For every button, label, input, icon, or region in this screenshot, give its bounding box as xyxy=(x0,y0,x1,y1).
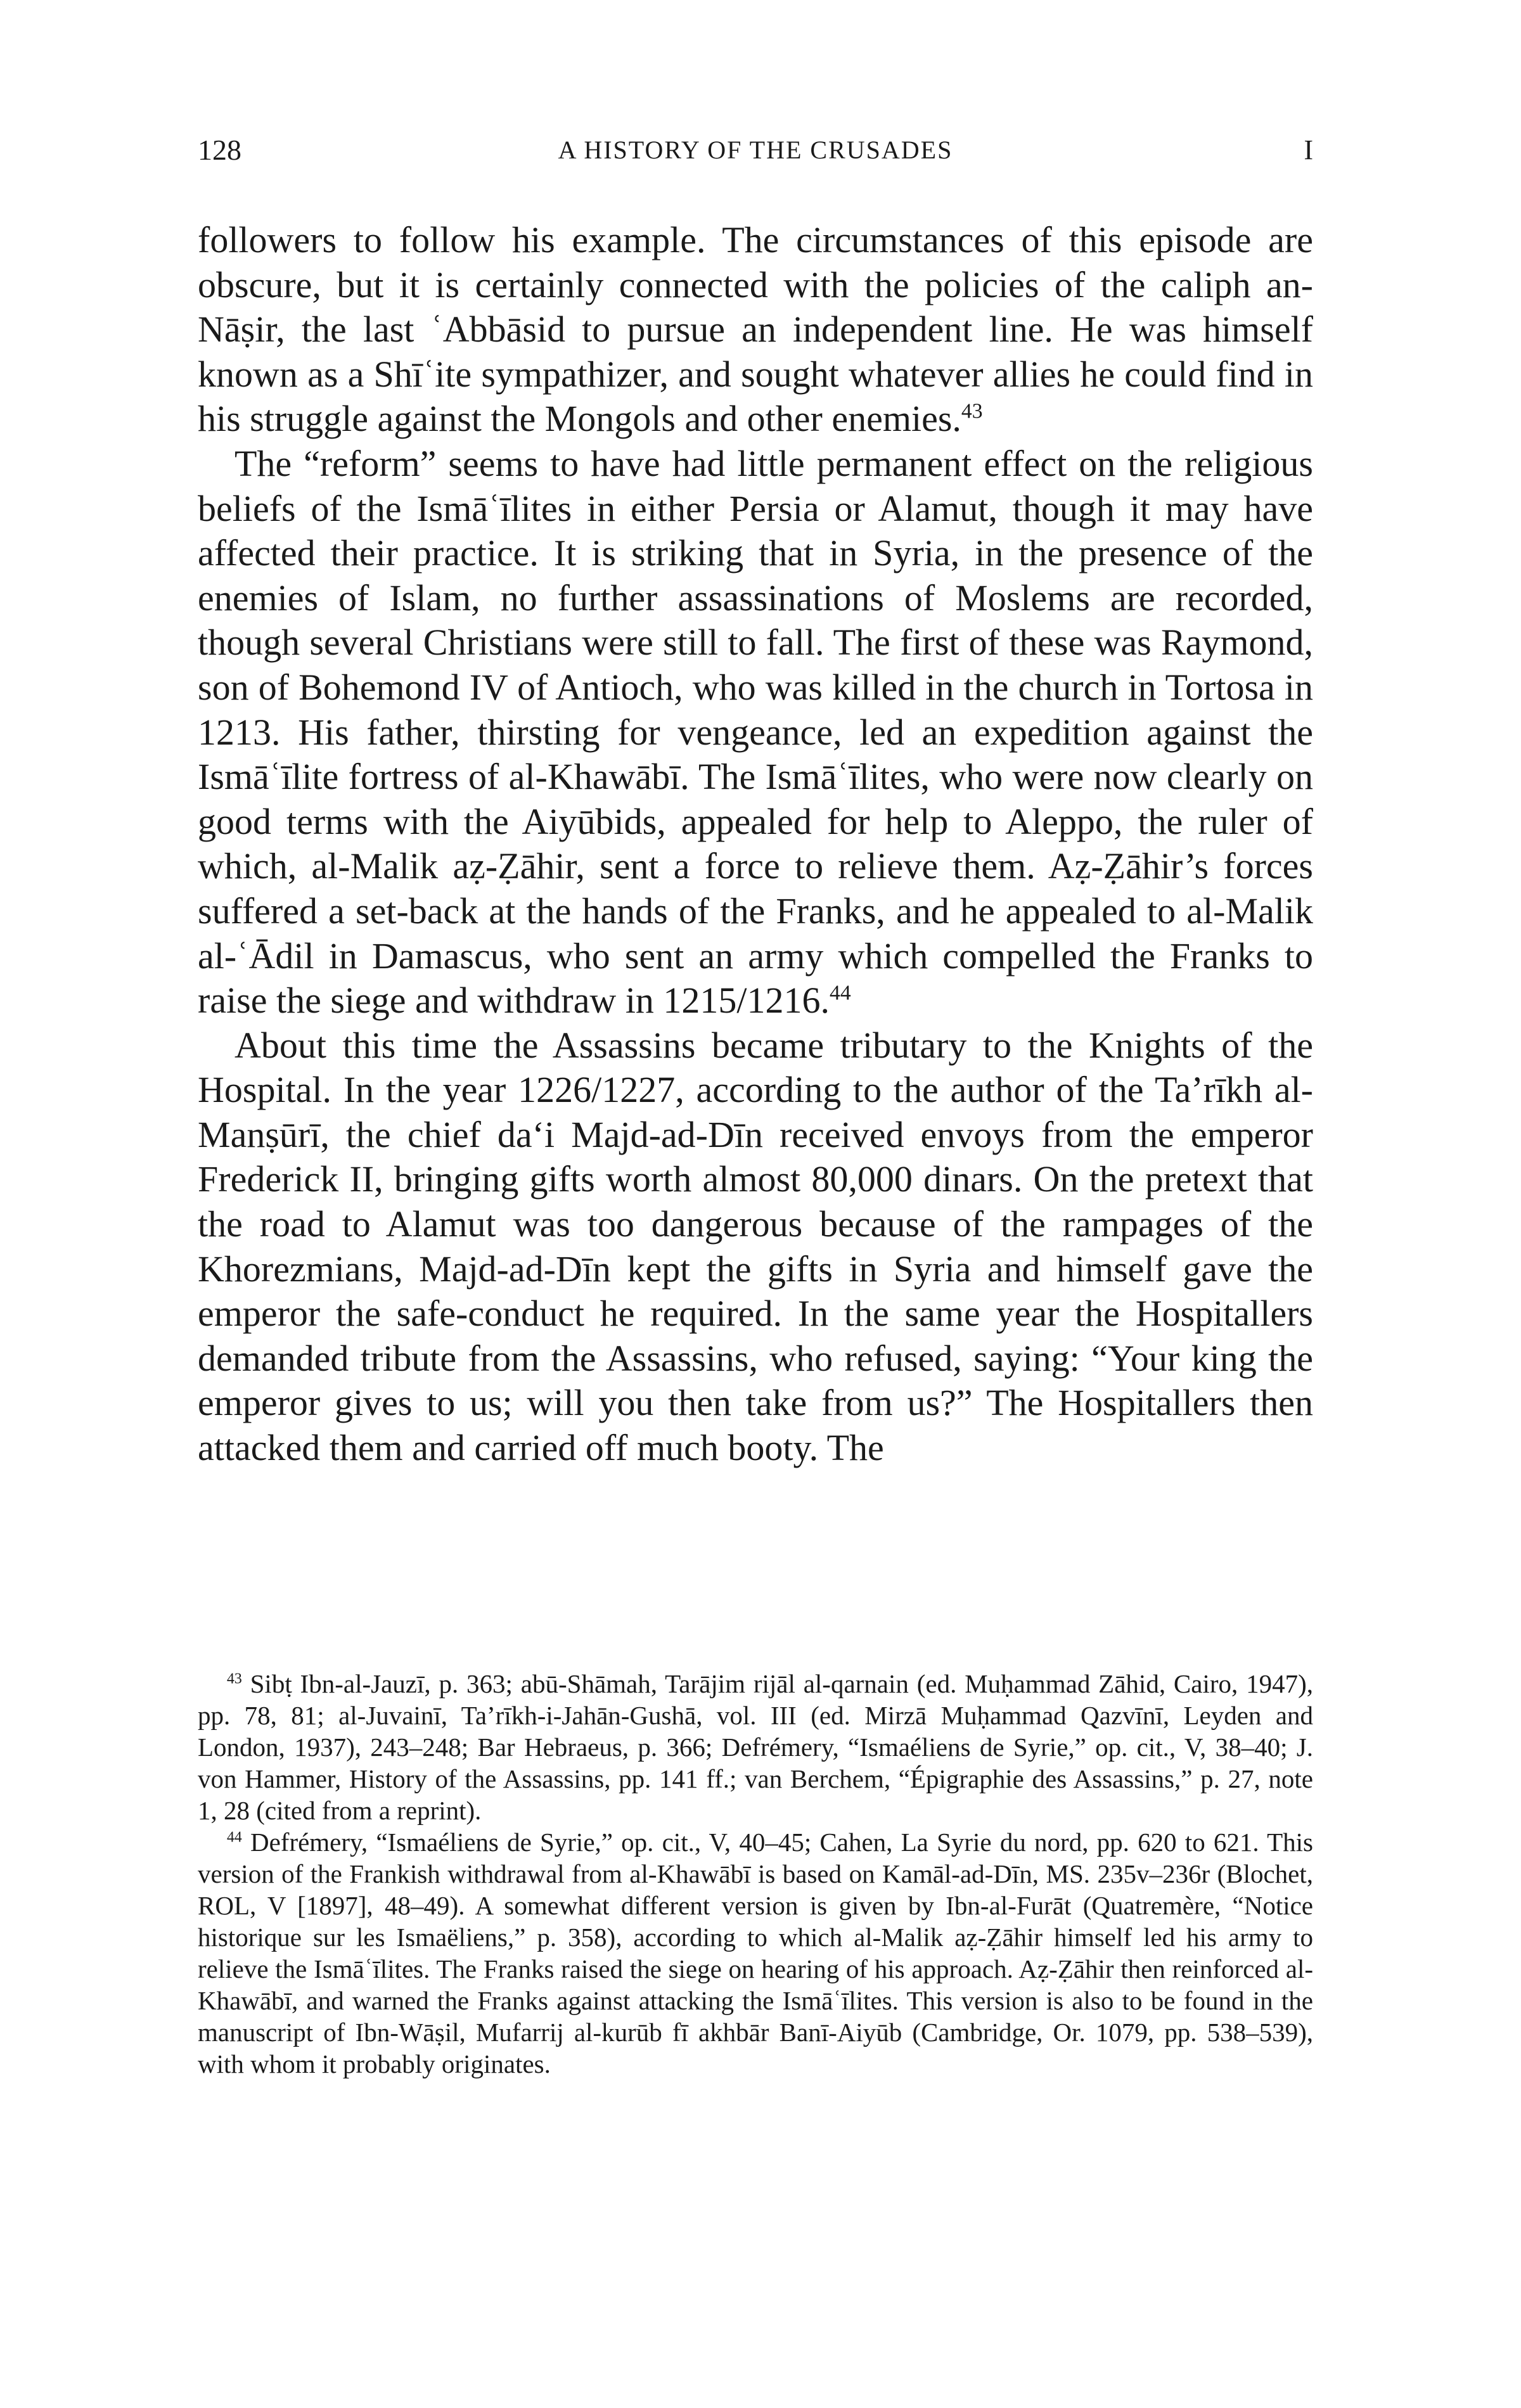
paragraph-2-text: The “reform” seems to have had little permanent effect on the religious beliefs of the Ismāʿīlites in either Persia or Alamut, though it may have affected their practice. It is striking that in Syria, in the presence of the enemies of Islam, no further assassinations of Moslems are recorded, though several Christians were still to fall. The first of these was Raymond, son of Bohemond IV of Antioch, who was killed in the church in Tortosa in 1213. His father, thirsting for vengeance, led an expedition against the Ismāʿīlite fortress of al-Khawābī. The Ismāʿīlites, who were now clearly on good terms with the Aiyūbids, appealed for help to Aleppo, the ruler of which, al-Malik aẓ-Ẓāhir, sent a force to relieve them. Aẓ-Ẓāhir’s forces suffered a set-back at the hands of the Franks, and he appealed to al-Malik al-ʿĀdil in Damascus, who sent an army which compelled the Franks to raise the siege and withdraw in 1215/1216. xyxy=(198,442,1313,1021)
footnote-43-marker: 43 xyxy=(227,1670,242,1688)
footnote-44-marker: 44 xyxy=(227,1829,242,1846)
paragraph-3-text: About this time the Assassins became tributary to the Knights of the Hospital. In the year 1226/1227, according to the author of the Ta’rīkh al-Manṣūrī, the chief da‘i Majd-ad-Dīn received envoys from the emperor Frederick II, bringing gifts worth almost 80,000 dinars. On the pretext that the road to Alamut was too dangerous because of the rampages of the Khorezmians, Majd-ad-Dīn kept the gifts in Syria and himself gave the emperor the safe-conduct he required. In the same year the Hospitallers demanded tribute from the Assassins, who refused, saying: “Your king the emperor gives to us; will you then take from us?” The Hospitallers then attacked them and carried off much booty. The xyxy=(198,1024,1313,1469)
page-number: 128 xyxy=(198,134,241,166)
footnote-ref-44: 44 xyxy=(830,981,851,1005)
running-head xyxy=(198,127,1313,174)
footnote-ref-43: 43 xyxy=(961,400,983,424)
paragraph-2 xyxy=(198,442,1313,1023)
footnote-44 xyxy=(198,1826,1313,2080)
main-text xyxy=(198,218,1313,1471)
paragraph-1-text: followers to follow his example. The circumstances of this episode are obscure, but it is certainly connected with the policies of the caliph an-Nāṣir, the last ʿAbbāsid to pursue an independent line. He was himself known as a Shīʿite sympathizer, and sought whatever allies he could find in his struggle against the Mongols and other enemies. xyxy=(198,219,1313,440)
paragraph-3 xyxy=(198,1023,1313,1471)
book-page xyxy=(198,127,1313,2332)
running-title: A HISTORY OF THE CRUSADES xyxy=(558,136,953,164)
part-number: I xyxy=(1304,134,1313,165)
footnote-43-text: Sibṭ Ibn-al-Jauzī, p. 363; abū-Shāmah, Tarājim rijāl al-qarnain (ed. Muḥammad Zāhid, Cairo, 1947), pp. 78, 81; al-Juvainī, Ta’rīkh-i-Jahān-Gushā, vol. III (ed. Mirzā Muḥammad Qazvīnī, Leyden and London, 1937), 243–248; Bar Hebraeus, p. 366; Defrémery, “Ismaéliens de Syrie,” op. cit., V, 38–40; J. von Hammer, History of the Assassins, pp. 141 ff.; van Berchem, “Épigraphie des Assassins,” p. 27, note 1, 28 (cited from a reprint). xyxy=(198,1669,1314,1825)
footnote-43 xyxy=(198,1668,1313,1826)
paragraph-1 xyxy=(198,218,1313,442)
footnotes xyxy=(198,1668,1313,2080)
footnote-44-text: Defrémery, “Ismaéliens de Syrie,” op. cit., V, 40–45; Cahen, La Syrie du nord, pp. 620 to 621. This version of the Frankish withdrawal from al-Khawābī is based on Kamāl-ad-Dīn, MS. 235v–236r (Blochet, ROL, V [1897], 48–49). A somewhat different version is given by Ibn-al-Furāt (Quatremère, “Notice historique sur les Ismaëliens,” p. 358), according to which al-Malik aẓ-Ẓāhir himself led his army to relieve the Ismāʿīlites. The Franks raised the siege on hearing of his approach. Aẓ-Ẓāhir then reinforced al-Khawābī, and warned the Franks against attacking the Ismāʿīlites. This version is also to be found in the manuscript of Ibn-Wāṣil, Mufarrij al-kurūb fī akhbār Banī-Aiyūb (Cambridge, Or. 1079, pp. 538–539), with whom it probably originates. xyxy=(198,1828,1314,2078)
